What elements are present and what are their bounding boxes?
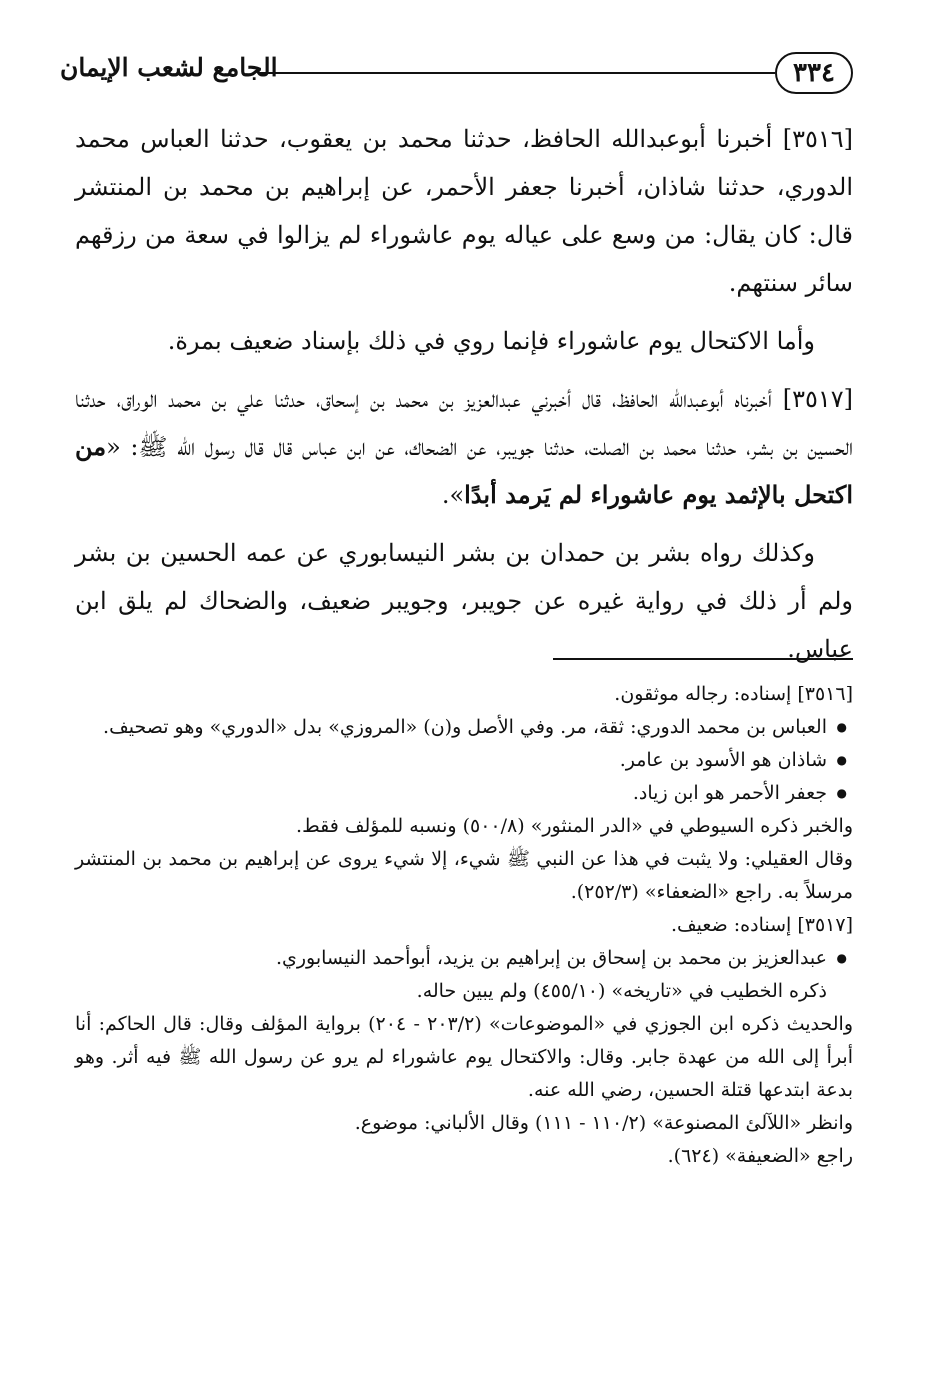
hadith-3517-isnad: [٣٥١٧] أخبرناه أبوعبدالله الحافظ، قال أخبرني عبدالعزيز بن محمد بن إسحاق، حدثنا علي بن محمد الوراق، حدثنا الحسين بن بشر، حدثنا محمد بن الصلت، حدثنا جويبر، عن الضحاك، عن ابن عباس قال قال رسول الله ﷺ: « bbox=[75, 385, 853, 461]
footnote-3517-subline: ذكره الخطيب في «تاريخه» (٤٥٥/١٠) ولم يبين حاله. bbox=[416, 980, 827, 1002]
footnote-3516-line: والخبر ذكره السيوطي في «الدر المنثور» (٥٠٠/٨) ونسبه للمؤلف فقط. bbox=[296, 815, 853, 837]
footnote-3516-bullet: ● العباس بن محمد الدوري: ثقة، مر. وفي الأصل و(ن) «المروزي» بدل «الدوري» وهو تصحيف. bbox=[75, 711, 853, 744]
page-number: ٣٣٤ bbox=[775, 52, 853, 94]
footnote-3517-line: وانظر «اللآلئ المصنوعة» (١١٠/٢ - ١١١) وقال الألباني: موضوع. bbox=[354, 1112, 853, 1134]
footnote-3517-line: راجع «الضعيفة» (٦٢٤). bbox=[667, 1145, 853, 1167]
footnote-3517-bullet: ● عبدالعزيز بن محمد بن إسحاق بن إبراهيم بن يزيد، أبوأحمد النيسابوري. bbox=[75, 942, 853, 975]
commentary-narration: وكذلك رواه بشر بن حمدان بن بشر النيسابوري عن عمه الحسين بن بشر ولم أر ذلك في رواية غيره عن جويبر، وجويبر ضعيف، والضحاك لم يلق ابن عباس. bbox=[75, 539, 853, 663]
footnote-3516-line: وقال العقيلي: ولا يثبت في هذا عن النبي ﷺ شيء، إلا شيء يروى عن إبراهيم بن محمد بن المنتشر مرسلاً به. راجع «الضعفاء» (٢٥٢/٣). bbox=[75, 848, 853, 903]
footnote-rule bbox=[553, 658, 853, 660]
footnote-3516-bullet: ● جعفر الأحمر هو ابن زياد. bbox=[75, 777, 853, 810]
hadith-3516: [٣٥١٦] أخبرنا أبوعبدالله الحافظ، حدثنا محمد بن يعقوب، حدثنا العباس محمد الدوري، حدثنا شاذان، أخبرنا جعفر الأحمر، عن إبراهيم بن محمد بن المنتشر قال: كان يقال: من وسع على عياله يوم عاشوراء لم يزالوا في سعة من رزقهم سائر سنتهم. bbox=[75, 125, 853, 297]
footnote-3517-heading: [٣٥١٧] إسناده: ضعيف. bbox=[670, 914, 853, 936]
book-title: الجامع لشعب الإيمان bbox=[60, 53, 278, 82]
footnote-3516-heading: [٣٥١٦] إسناده: رجاله موثقون. bbox=[614, 683, 853, 705]
hadith-3517 bbox=[75, 375, 853, 519]
commentary-kohl: وأما الاكتحال يوم عاشوراء فإنما روي في ذلك بإسناد ضعيف بمرة. bbox=[167, 327, 815, 355]
footnote-3517-line: والحديث ذكره ابن الجوزي في «الموضوعات» (٢٠٣/٢ - ٢٠٤) برواية المؤلف وقال: قال الحاكم: أنا أبرأ إلى الله من عهدة جابر. وقال: والاكتحال يوم عاشوراء لم يرو عن رسول الله ﷺ فيه أثر. وهو بدعة ابتدعها قتلة الحسين، رضي الله عنه. bbox=[75, 1013, 853, 1101]
footnote-3516-bullet: ● شاذان هو الأسود بن عامر. bbox=[75, 744, 853, 777]
main-text bbox=[75, 115, 853, 683]
header-rule bbox=[260, 72, 775, 74]
hadith-3517-close: ». bbox=[441, 481, 465, 509]
page-header bbox=[60, 44, 853, 104]
hadith-3517-matn: من اكتحل بالإثمد يوم عاشوراء لم يَرمد أبدًا bbox=[75, 432, 853, 509]
footnotes bbox=[75, 678, 853, 1173]
